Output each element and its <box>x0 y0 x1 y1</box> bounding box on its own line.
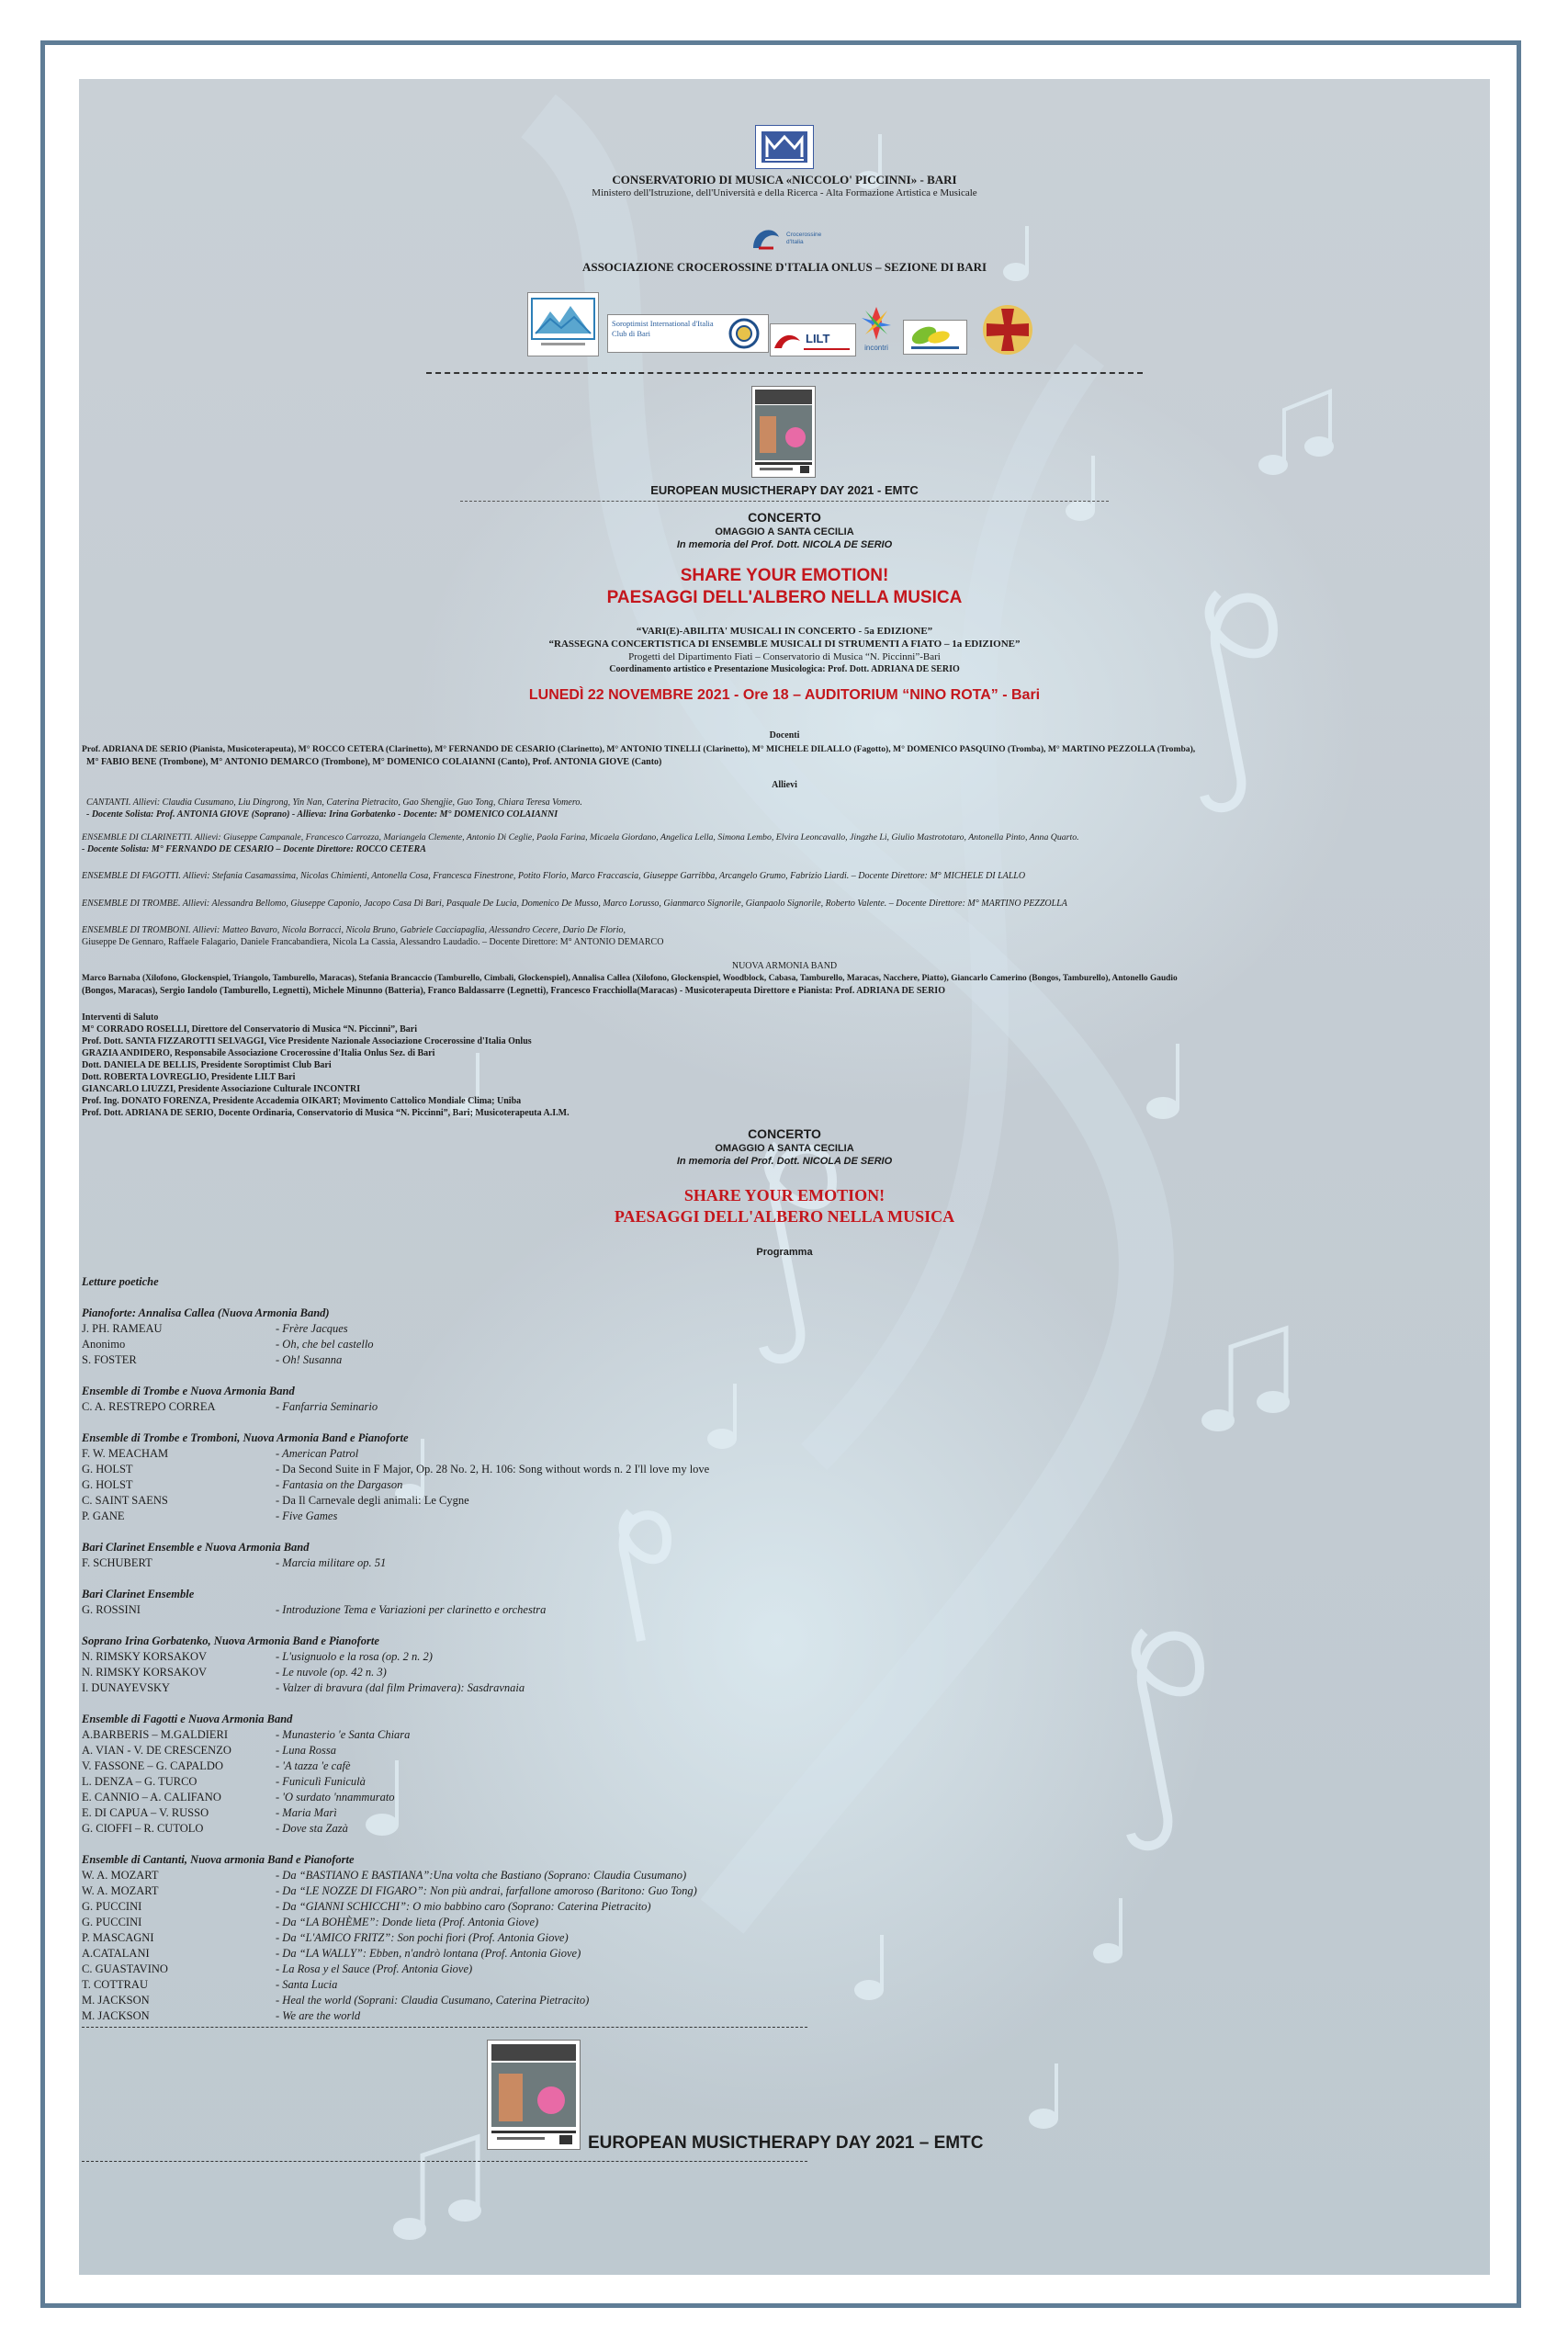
divider-program-end <box>82 2027 807 2028</box>
composer: G. PUCCINI <box>82 1900 142 1913</box>
programma-title: Programma <box>756 1247 813 1258</box>
cross-logo <box>981 303 1034 356</box>
piece: - L'usignuolo e la rosa (op. 2 n. 2) <box>276 1650 433 1663</box>
piece: - 'A tazza 'e cafè <box>276 1759 351 1772</box>
interventi-block <box>82 1012 908 1119</box>
piece: - Frère Jacques <box>276 1322 348 1335</box>
composer: M. JACKSON <box>82 1994 150 2007</box>
fagotti-line: ENSEMBLE DI FAGOTTI. Allievi: Stefania Casamassima, Nicolas Chimienti, Antonella Cosa, Francesca Finestrone, Potito Florio, Marco Fraccascia, Giuseppe Garribba, Arcangelo Grumo, Fabrizio Liardi. – Docente Direttore: M° MICHELE DI LALLO <box>82 871 1026 881</box>
interventi-line: Dott. DANIELA DE BELLIS, Presidente Soroptimist Club Bari <box>82 1060 332 1070</box>
interventi-line: GIANCARLO LIUZZI, Presidente Associazione Culturale INCONTRI <box>82 1084 361 1094</box>
poster <box>79 79 1490 2275</box>
allievi-title: Allievi <box>772 780 797 790</box>
program-section-heading: Ensemble di Fagotti e Nuova Armonia Band <box>82 1713 293 1725</box>
ministry-line: Ministero dell'Istruzione, dell'Università e della Ricerca - Alta Formazione Artistica e Musicale <box>592 187 977 198</box>
program-section-heading: Pianoforte: Annalisa Callea (Nuova Armonia Band) <box>82 1306 330 1319</box>
piece: - Introduzione Tema e Variazioni per clarinetto e orchestra <box>276 1603 547 1616</box>
piece: - Five Games <box>276 1510 338 1522</box>
composer: C. A. RESTREPO CORREA <box>82 1400 216 1413</box>
piece: - Fanfarria Seminario <box>276 1400 378 1413</box>
interventi-line: Prof. Dott. SANTA FIZZAROTTI SELVAGGI, Vice Presidente Nazionale Associazione Crocerossine d'Italia Onlus <box>82 1036 532 1046</box>
piece: - Oh! Susanna <box>276 1353 343 1366</box>
interventi-line: Dott. ROBERTA LOVREGLIO, Presidente LILT Bari <box>82 1072 296 1082</box>
composer: W. A. MOZART <box>82 1869 159 1882</box>
clarinetti-line: ENSEMBLE DI CLARINETTI. Allievi: Giuseppe Campanale, Francesco Carrozza, Mariangela Clemente, Antonio Di Ceglie, Paola Farina, Micaela Giordano, Angelica Lella, Simona Lembo, Elvira Leoncavallo, Jingzhe Li, Giulio Mastrototaro, Antonella Pinto, Anna Quarto. <box>82 832 1079 842</box>
piece: - Da “GIANNI SCHICCHI”: O mio babbino caro (Soprano: Caterina Pietracito) <box>276 1900 651 1913</box>
nuova-armonia-line-2: (Bongos, Maracas), Sergio Iandolo (Tamburello, Legnetti), Michele Minunno (Batteria), Franco Baldassarre (Legnetti), Francesco Fracchiolla(Maracas) - Musicoterapeuta Direttore e Pianista: Prof. ADRIANA DE SERIO <box>82 986 945 996</box>
conservatory-name: CONSERVATORIO DI MUSICA «NICCOLO' PICCINNI» - BARI <box>612 173 957 187</box>
progetti-line: Progetti del Dipartimento Fiati – Conservatorio di Musica “N. Piccinni”-Bari <box>628 651 941 662</box>
crocerossine-logo: Crocerossine d'Italia <box>746 220 819 255</box>
nuova-armonia-line-1: Marco Barnaba (Xilofono, Glockenspiel, Triangolo, Tamburello, Maracas), Stefania Brancaccio (Tamburello, Cimbali, Glockenspiel), Annalisa Callea (Xilofono, Glockenspiel, Woodblock, Cabasa, Tamburello, Maracas, Nacchere, Piatto), Giancarlo Camerino (Bongos, Tamburello), Antonello Gaudio <box>82 974 1178 983</box>
composer: W. A. MOZART <box>82 1884 159 1897</box>
composer: C. SAINT SAENS <box>82 1494 168 1507</box>
conservatory-logo <box>755 125 814 169</box>
cantanti-line-2: - Docente Solista: Prof. ANTONIA GIOVE (Soprano) - Allieva: Irina Gorbatenko - Docente: M° DOMENICO COLAIANNI <box>86 809 558 820</box>
event-date: LUNEDÌ 22 NOVEMBRE 2021 - Ore 18 – AUDITORIUM “NINO ROTA” - Bari <box>528 687 1041 703</box>
program-section-heading: Letture poetiche <box>82 1275 159 1288</box>
composer: E. DI CAPUA – V. RUSSO <box>82 1806 209 1819</box>
piece: - Da “LA BOHÈME”: Donde lieta (Prof. Antonia Giove) <box>276 1916 539 1928</box>
program-section-heading: Ensemble di Trombe e Tromboni, Nuova Armonia Band e Pianoforte <box>82 1431 409 1444</box>
concert-heading-2: CONCERTO <box>748 1126 821 1141</box>
program-section-heading: Ensemble di Trombe e Nuova Armonia Band <box>82 1385 295 1397</box>
green-logo <box>903 320 967 355</box>
composer: M. JACKSON <box>82 2009 150 2022</box>
incontri-logo: incontri <box>858 303 895 356</box>
divider-thin <box>460 501 1109 502</box>
program-section-heading: Bari Clarinet Ensemble <box>82 1588 195 1600</box>
piece: - Le nuvole (op. 42 n. 3) <box>276 1666 387 1679</box>
piece: - 'O surdato 'nnammurato <box>276 1791 395 1804</box>
soroptimist-logo: Soroptimist International d'Italia Club di Bari <box>607 314 769 353</box>
tromboni-line: ENSEMBLE DI TROMBONI. Allievi: Matteo Bavaro, Nicola Borracci, Nicola Bruno, Gabriele Cacciapaglia, Alessandro Cecere, Dario De Florio, <box>82 925 626 935</box>
composer: Anonimo <box>82 1338 126 1351</box>
concert-heading: CONCERTO <box>748 510 821 525</box>
composer: G. HOLST <box>82 1463 133 1476</box>
divider-bottom <box>82 2161 807 2162</box>
footer-title: EUROPEAN MUSICTHERAPY DAY 2021 – EMTC <box>588 2133 984 2153</box>
omaggio-line-2: OMAGGIO A SANTA CECILIA <box>715 1143 854 1154</box>
program-section-heading: Ensemble di Cantanti, Nuova armonia Band e Pianoforte <box>82 1853 355 1866</box>
composer: A. VIAN - V. DE CRESCENZO <box>82 1744 231 1757</box>
composer: P. MASCAGNI <box>82 1931 154 1944</box>
piece: - La Rosa y el Sauce (Prof. Antonia Giove) <box>276 1962 473 1975</box>
paesaggi-title-2: PAESAGGI DELL'ALBERO NELLA MUSICA <box>614 1207 955 1226</box>
emtc-poster-image <box>751 386 816 478</box>
piece: - Marcia militare op. 51 <box>276 1556 387 1569</box>
piece: - Heal the world (Soprani: Claudia Cusumano, Caterina Pietracito) <box>276 1994 590 2007</box>
composer: N. RIMSKY KORSAKOV <box>82 1666 208 1679</box>
mountain-logo <box>527 292 599 356</box>
program-list <box>82 1274 1000 2024</box>
emtc-title: EUROPEAN MUSICTHERAPY DAY 2021 - EMTC <box>650 483 919 497</box>
piece: - Maria Marì <box>276 1806 337 1819</box>
piece: - Da “LE NOZZE DI FIGARO”: Non più andrai, farfallone amoroso (Baritono: Guo Tong) <box>276 1884 697 1897</box>
piece: - Dove sta Zazà <box>276 1822 348 1835</box>
paesaggi-title: PAESAGGI DELL'ALBERO NELLA MUSICA <box>606 588 963 607</box>
interventi-line: GRAZIA ANDIDERO, Responsabile Associazione Crocerossine d'Italia Onlus Sez. di Bari <box>82 1048 435 1058</box>
interventi-line: Prof. Dott. ADRIANA DE SERIO, Docente Ordinaria, Conservatorio di Musica “N. Piccinni”, Bari; Musicoterapeuta A.I.M. <box>82 1108 570 1118</box>
piece: - Da “LA WALLY”: Ebben, n'andrò lontana (Prof. Antonia Giove) <box>276 1947 581 1960</box>
composer: S. FOSTER <box>82 1353 137 1366</box>
composer: J. PH. RAMEAU <box>82 1322 163 1335</box>
composer: G. CIOFFI – R. CUTOLO <box>82 1822 204 1835</box>
piece: - Da “BASTIANO E BASTIANA”:Una volta che Bastiano (Soprano: Claudia Cusumano) <box>276 1869 687 1882</box>
composer: G. HOLST <box>82 1478 133 1491</box>
vari-line: “VARI(E)-ABILITA' MUSICALI IN CONCERTO - 5a EDIZIONE” <box>636 626 933 637</box>
interventi-line: Prof. Ing. DONATO FORENZA, Presidente Accademia OIKART; Movimento Cattolico Mondiale Clima; Uniba <box>82 1096 522 1106</box>
piece: - Valzer di bravura (dal film Primavera): Sasdravnaia <box>276 1681 525 1694</box>
piece: - American Patrol <box>276 1447 359 1460</box>
emtc-poster-image-bottom <box>487 2040 581 2150</box>
tromboni-line-2: Giuseppe De Gennaro, Raffaele Falagario, Daniele Francabandiera, Nicola La Cassia, Alessandro Laudadio. – Docente Direttore: M° ANTONIO DEMARCO <box>82 937 664 947</box>
docenti-line-2: M° FABIO BENE (Trombone), M° ANTONIO DEMARCO (Trombone), M° DOMENICO COLAIANNI (Canto), Prof. ANTONIA GIOVE (Canto) <box>86 757 662 767</box>
piece: - Funiculì Funiculà <box>276 1775 366 1788</box>
nuova-armonia-title: NUOVA ARMONIA BAND <box>731 961 838 971</box>
clarinetti-line-2: - Docente Solista: M° FERNANDO DE CESARIO – Docente Direttore: ROCCO CETERA <box>82 844 426 854</box>
composer: N. RIMSKY KORSAKOV <box>82 1650 208 1663</box>
divider-top <box>426 372 1143 374</box>
trombe-line: ENSEMBLE DI TROMBE. Allievi: Alessandra Bellomo, Giuseppe Caponio, Jacopo Casa Di Bari, Pasquale De Lucia, Domenico De Musso, Marco Lorusso, Gianmarco Signorile, Gianpaolo Signorile, Roberto Valente. – Docente Direttore: M° MARTINO PEZZOLLA <box>82 899 1067 909</box>
composer: A.CATALANI <box>82 1947 150 1960</box>
composer: C. GUASTAVINO <box>82 1962 168 1975</box>
composer: G. PUCCINI <box>82 1916 142 1928</box>
composer: F. W. MEACHAM <box>82 1447 169 1460</box>
composer: E. CANNIO – A. CALIFANO <box>82 1791 221 1804</box>
piece: - Munasterio 'e Santa Chiara <box>276 1728 411 1741</box>
composer: A.BARBERIS – M.GALDIERI <box>82 1728 229 1741</box>
composer: F. SCHUBERT <box>82 1556 152 1569</box>
association-name: ASSOCIAZIONE CROCEROSSINE D'ITALIA ONLUS – SEZIONE DI BARI <box>581 260 987 274</box>
share-title-2: SHARE YOUR EMOTION! <box>683 1186 886 1204</box>
memoria-line: In memoria del Prof. Dott. NICOLA DE SERIO <box>676 539 893 550</box>
composer: G. ROSSINI <box>82 1603 141 1616</box>
piece: - Da Second Suite in F Major, Op. 28 No. 2, H. 106: Song without words n. 2 I'll love my love <box>276 1463 710 1476</box>
program-section-heading: Bari Clarinet Ensemble e Nuova Armonia Band <box>82 1541 310 1554</box>
lilt-logo: LILT <box>770 323 856 356</box>
docenti-line-1: Prof. ADRIANA DE SERIO (Pianista, Musicoterapeuta), M° ROCCO CETERA (Clarinetto), M° FERNANDO DE CESARIO (Clarinetto), M° ANTONIO TINELLI (Clarinetto), M° MICHELE DILALLO (Fagotto), M° DOMENICO PASQUINO (Tromba), M° MARTINO PEZZOLLA (Tromba), <box>82 744 1196 754</box>
piece: - We are the world <box>276 2009 361 2022</box>
interventi-line: M° CORRADO ROSELLI, Direttore del Conservatorio di Musica “N. Piccinni”, Bari <box>82 1024 417 1035</box>
program-section-heading: Soprano Irina Gorbatenko, Nuova Armonia Band e Pianoforte <box>82 1634 379 1647</box>
share-title: SHARE YOUR EMOTION! <box>680 566 889 585</box>
rassegna-line: “RASSEGNA CONCERTISTICA DI ENSEMBLE MUSICALI DI STRUMENTI A FIATO – 1a EDIZIONE” <box>548 639 1021 650</box>
composer: V. FASSONE – G. CAPALDO <box>82 1759 223 1772</box>
interventi-title: Interventi di Saluto <box>82 1012 159 1023</box>
composer: L. DENZA – G. TURCO <box>82 1775 197 1788</box>
piece: - Fantasia on the Dargason <box>276 1478 403 1491</box>
piece: - Da “L'AMICO FRITZ”: Son pochi fiori (Prof. Antonia Giove) <box>276 1931 569 1944</box>
coordinamento-line: Coordinamento artistico e Presentazione Musicologica: Prof. Dott. ADRIANA DE SERIO <box>609 664 960 674</box>
docenti-title: Docenti <box>769 730 800 741</box>
piece: - Santa Lucia <box>276 1978 338 1991</box>
piece: - Luna Rossa <box>276 1744 336 1757</box>
cantanti-line: CANTANTI. Allievi: Claudia Cusumano, Liu Dingrong, Yin Nan, Caterina Pietracito, Gao Shengjie, Guo Tong, Chiara Teresa Vomero. <box>86 797 582 808</box>
memoria-line-2: In memoria del Prof. Dott. NICOLA DE SERIO <box>676 1156 893 1167</box>
content-layer <box>79 79 1490 2275</box>
omaggio-line: OMAGGIO A SANTA CECILIA <box>715 526 854 537</box>
composer: T. COTTRAU <box>82 1978 148 1991</box>
piece: - Oh, che bel castello <box>276 1338 374 1351</box>
composer: P. GANE <box>82 1510 125 1522</box>
composer: I. DUNAYEVSKY <box>82 1681 171 1694</box>
piece: - Da Il Carnevale degli animali: Le Cygne <box>276 1494 469 1507</box>
